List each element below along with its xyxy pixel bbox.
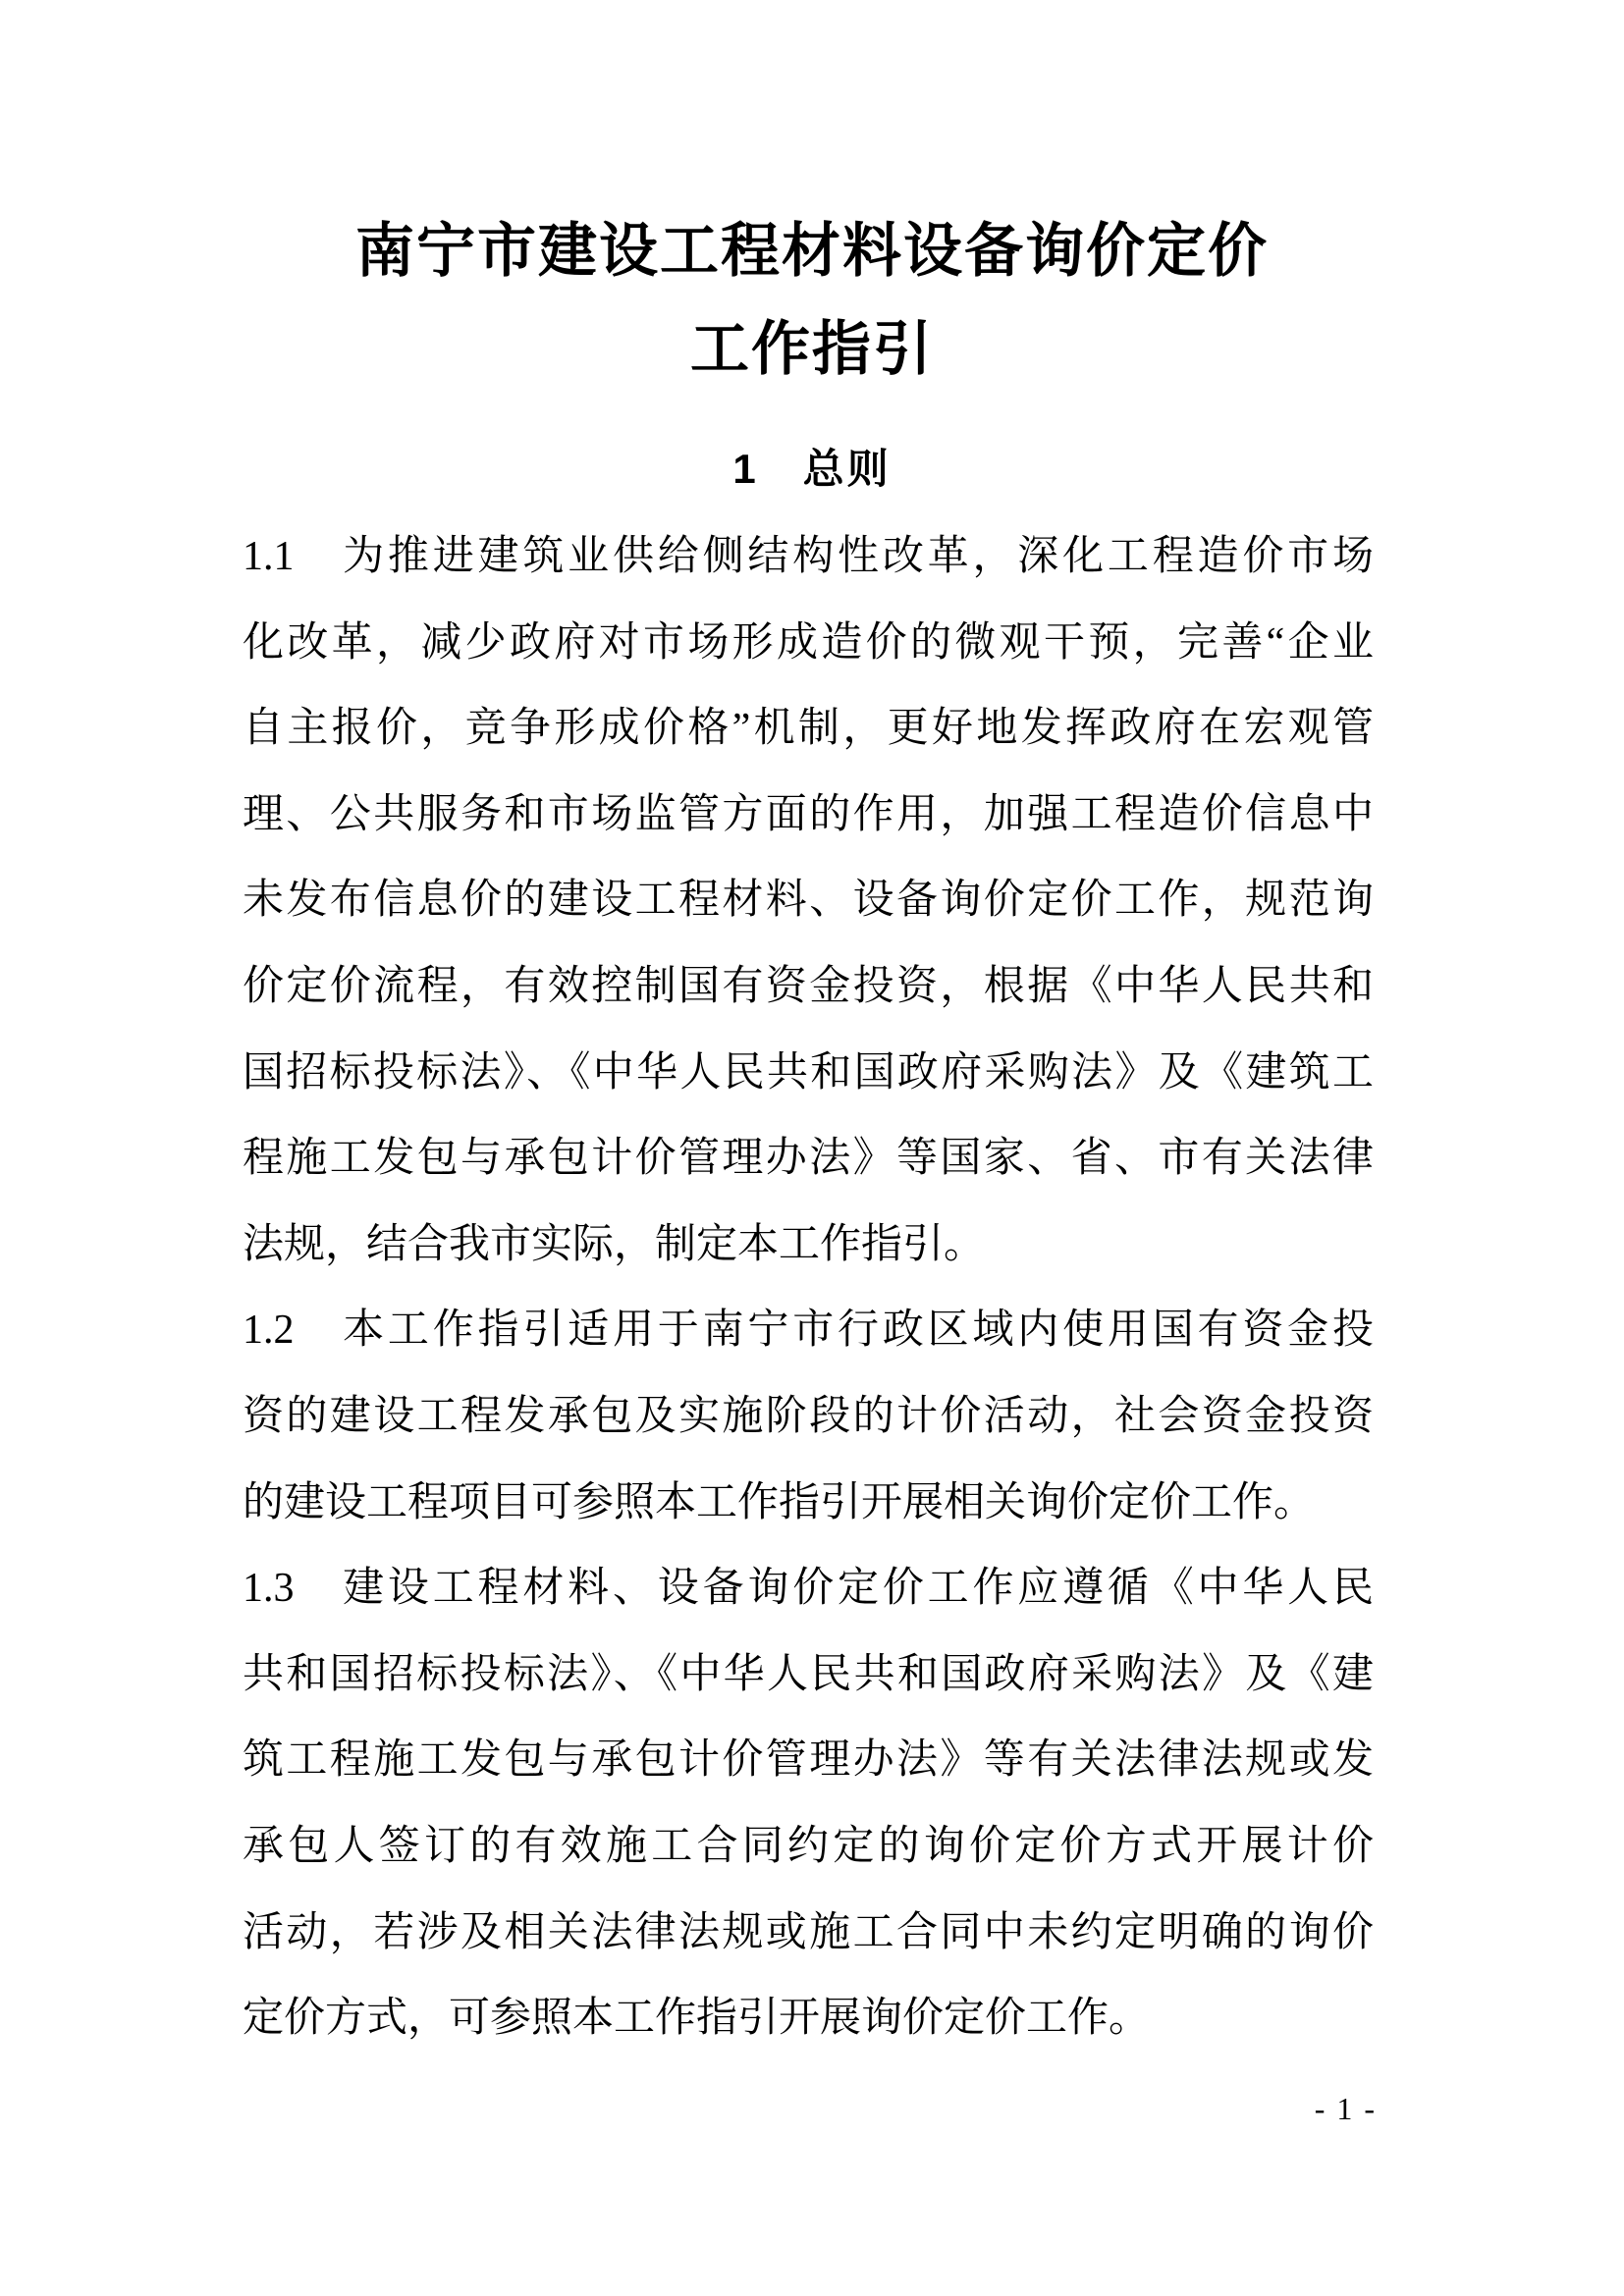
body-line: 1.2 本工作指引适用于南宁市行政区域内使用国有资金投 (243, 1308, 1374, 1354)
document-title (0, 202, 1624, 399)
body-line: 价定价流程，有效控制国有资金投资，根据《中华人民共和 (243, 963, 1374, 1009)
body-line: 共和国招标投标法》、《中华人民共和国政府采购法》及《建 (243, 1651, 1374, 1697)
body-paragraphs (243, 514, 1374, 2062)
body-line: 承包人签订的有效施工合同约定的询价定价方式开展计价 (243, 1823, 1374, 1869)
body-line: 法规，结合我市实际，制定本工作指引。 (243, 1221, 986, 1267)
body-line: 国招标投标法》、《中华人民共和国政府采购法》及《建筑工 (243, 1049, 1374, 1095)
body-line: 理、公共服务和市场监管方面的作用，加强工程造价信息中 (243, 791, 1374, 837)
document-title-line-1: 南宁市建设工程材料设备询价定价 (355, 219, 1269, 284)
body-line: 活动，若涉及相关法律法规或施工合同中未约定明确的询价 (243, 1909, 1374, 1955)
body-line: 1.3 建设工程材料、设备询价定价工作应遵循《中华人民 (243, 1566, 1374, 1612)
body-line: 程施工发包与承包计价管理办法》等国家、省、市有关法律 (243, 1136, 1374, 1182)
body-line: 定价方式，可参照本工作指引开展询价定价工作。 (243, 1996, 1151, 2042)
body-line: 自主报价，竞争形成价格”机制，更好地发挥政府在宏观管 (243, 706, 1374, 752)
body-line: 的建设工程项目可参照本工作指引开展相关询价定价工作。 (243, 1479, 1316, 1525)
section-heading: 1 总则 (732, 446, 892, 492)
page-number: - 1 - (1314, 2091, 1377, 2126)
body-line: 1.1 为推进建筑业供给侧结构性改革，深化工程造价市场 (243, 534, 1374, 579)
body-line: 未发布信息价的建设工程材料、设备询价定价工作，规范询 (243, 878, 1374, 924)
body-line: 筑工程施工发包与承包计价管理办法》等有关法律法规或发 (243, 1737, 1374, 1784)
document-title-line-2: 工作指引 (690, 317, 934, 382)
body-line: 资的建设工程发承包及实施阶段的计价活动，社会资金投资 (243, 1393, 1374, 1439)
body-line: 化改革，减少政府对市场形成造价的微观干预，完善“企业 (243, 619, 1374, 666)
